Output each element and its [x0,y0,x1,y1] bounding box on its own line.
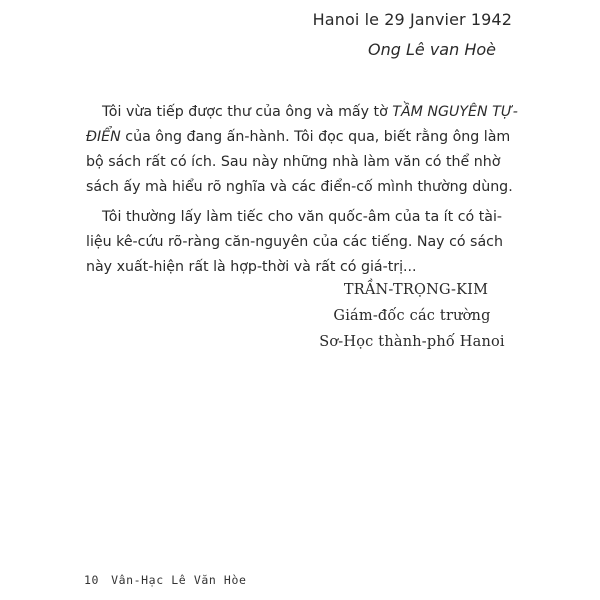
paragraph-1-text-start: Tôi vừa tiếp được thư của ông và mấy tờ [102,104,393,120]
paragraph-1-text-end: của ông đang ấn-hành. Tôi đọc qua, biết rằng ông làm bộ sách rất có ích. Sau này những nhà làm văn có thể nhờ sách ấy mà hiểu rõ nghĩa và các điển-cố mình thường dùng. [86,129,513,195]
letter-paragraph-1 [86,100,526,200]
signature-name: TRẦN-TRỌNG-KIM [343,282,489,298]
signature-affiliation: Sơ-Học thành-phố Hanoi [319,334,505,350]
book-title-italic: TẦM NGUYÊN TỰ-ĐIỂN [86,104,518,145]
page-footer [84,573,247,587]
letter-recipient: Ong Lê van Hoè [368,40,496,59]
letter-paragraph-2 [86,205,526,280]
running-title: Vân-Hạc Lê Văn Hòe [111,573,247,587]
page-number: 10 [84,573,100,587]
letter-date-line: Hanoi le 29 Janvier 1942 [312,10,512,29]
paragraph-2-text: Tôi thường lấy làm tiếc cho văn quốc-âm của ta ít có tài-liệu kê-cứu rõ-ràng căn-nguyên của các tiếng. Nay có sách này xuất-hiện rất là hợp-thời và rất có giá-trị... [86,209,503,275]
signature-title: Giám-đốc các trường [333,308,491,324]
